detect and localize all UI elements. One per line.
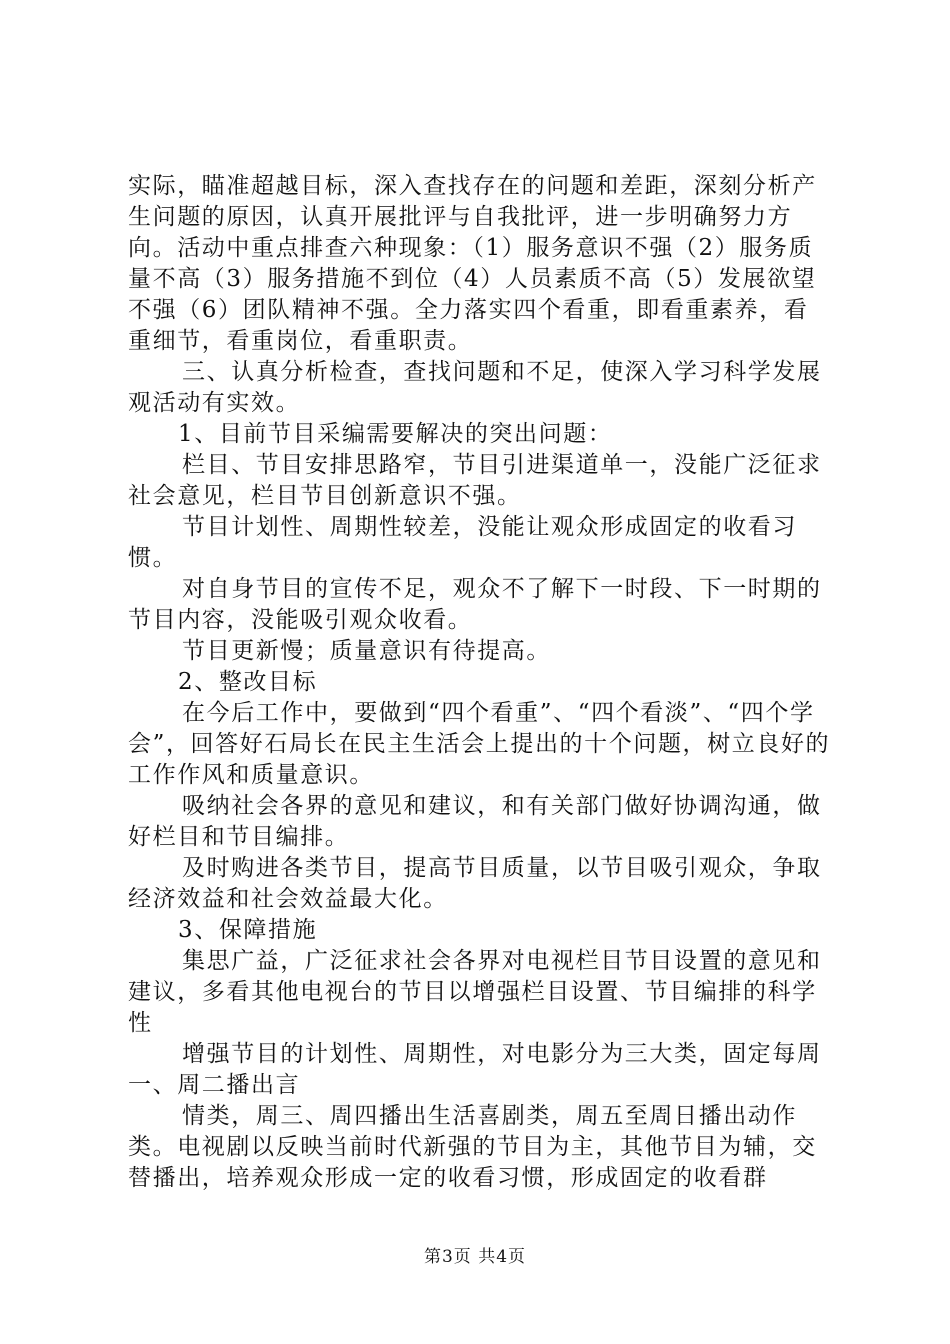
paragraph: 实际，瞄准超越目标，深入查找存在的问题和差距，深刻分析产生问题的原因，认真开展批评与自我批评，进一步明确努力方向。活动中重点排查六种现象：（1）服务意识不强（2）服务质量不高（3）服务措施不到位（4）人员素质不高（5）发展欲望不强（6）团队精神不强。全力落实四个看重，即看重素养，看重细节，看重岗位，看重职责。 [128,173,817,354]
paragraph: 情类，周三、周四播出生活喜剧类，周五至周日播出动作类。电视剧以反映当前时代新强的节目为主，其他节目为辅，交替播出，培养观众形成一定的收看习惯，形成固定的收看群 [128,1103,817,1191]
paragraph: 在今后工作中，要做到“四个看重”、“四个看淡”、“四个学会”，回答好石局长在民主生活会上提出的十个问题，树立良好的工作作风和质量意识。 [128,700,831,788]
page-footer: 第3页 共4页 [423,1247,527,1267]
paragraph: 吸纳社会各界的意见和建议，和有关部门做好协调沟通，做好栏目和节目编排。 [128,793,822,850]
paragraph: 增强节目的计划性、周期性，对电影分为三大类，固定每周一、周二播出言 [128,1041,822,1098]
paragraph: 节目更新慢；质量意识有待提高。 [182,638,551,664]
subsection-heading: 1、目前节目采编需要解决的突出问题： [178,421,613,447]
paragraph: 及时购进各类节目，提高节目质量，以节目吸引观众，争取经济效益和社会效益最大化。 [128,855,822,912]
section-heading: 三、认真分析检查，查找问题和不足，使深入学习科学发展观活动有实效。 [128,359,822,416]
paragraph: 栏目、节目安排思路窄，节目引进渠道单一，没能广泛征求社会意见，栏目节目创新意识不强。 [128,452,822,509]
paragraph: 对自身节目的宣传不足，观众不了解下一时段、下一时期的节目内容，没能吸引观众收看。 [128,576,822,633]
document-body [128,171,833,1194]
subsection-heading: 2、整改目标 [178,669,318,695]
paragraph: 集思广益，广泛征求社会各界对电视栏目节目设置的意见和建议，多看其他电视台的节目以增强栏目设置、节目编排的科学性 [128,948,822,1036]
subsection-heading: 3、保障措施 [178,917,318,943]
paragraph: 节目计划性、周期性较差，没能让观众形成固定的收看习惯。 [128,514,797,571]
